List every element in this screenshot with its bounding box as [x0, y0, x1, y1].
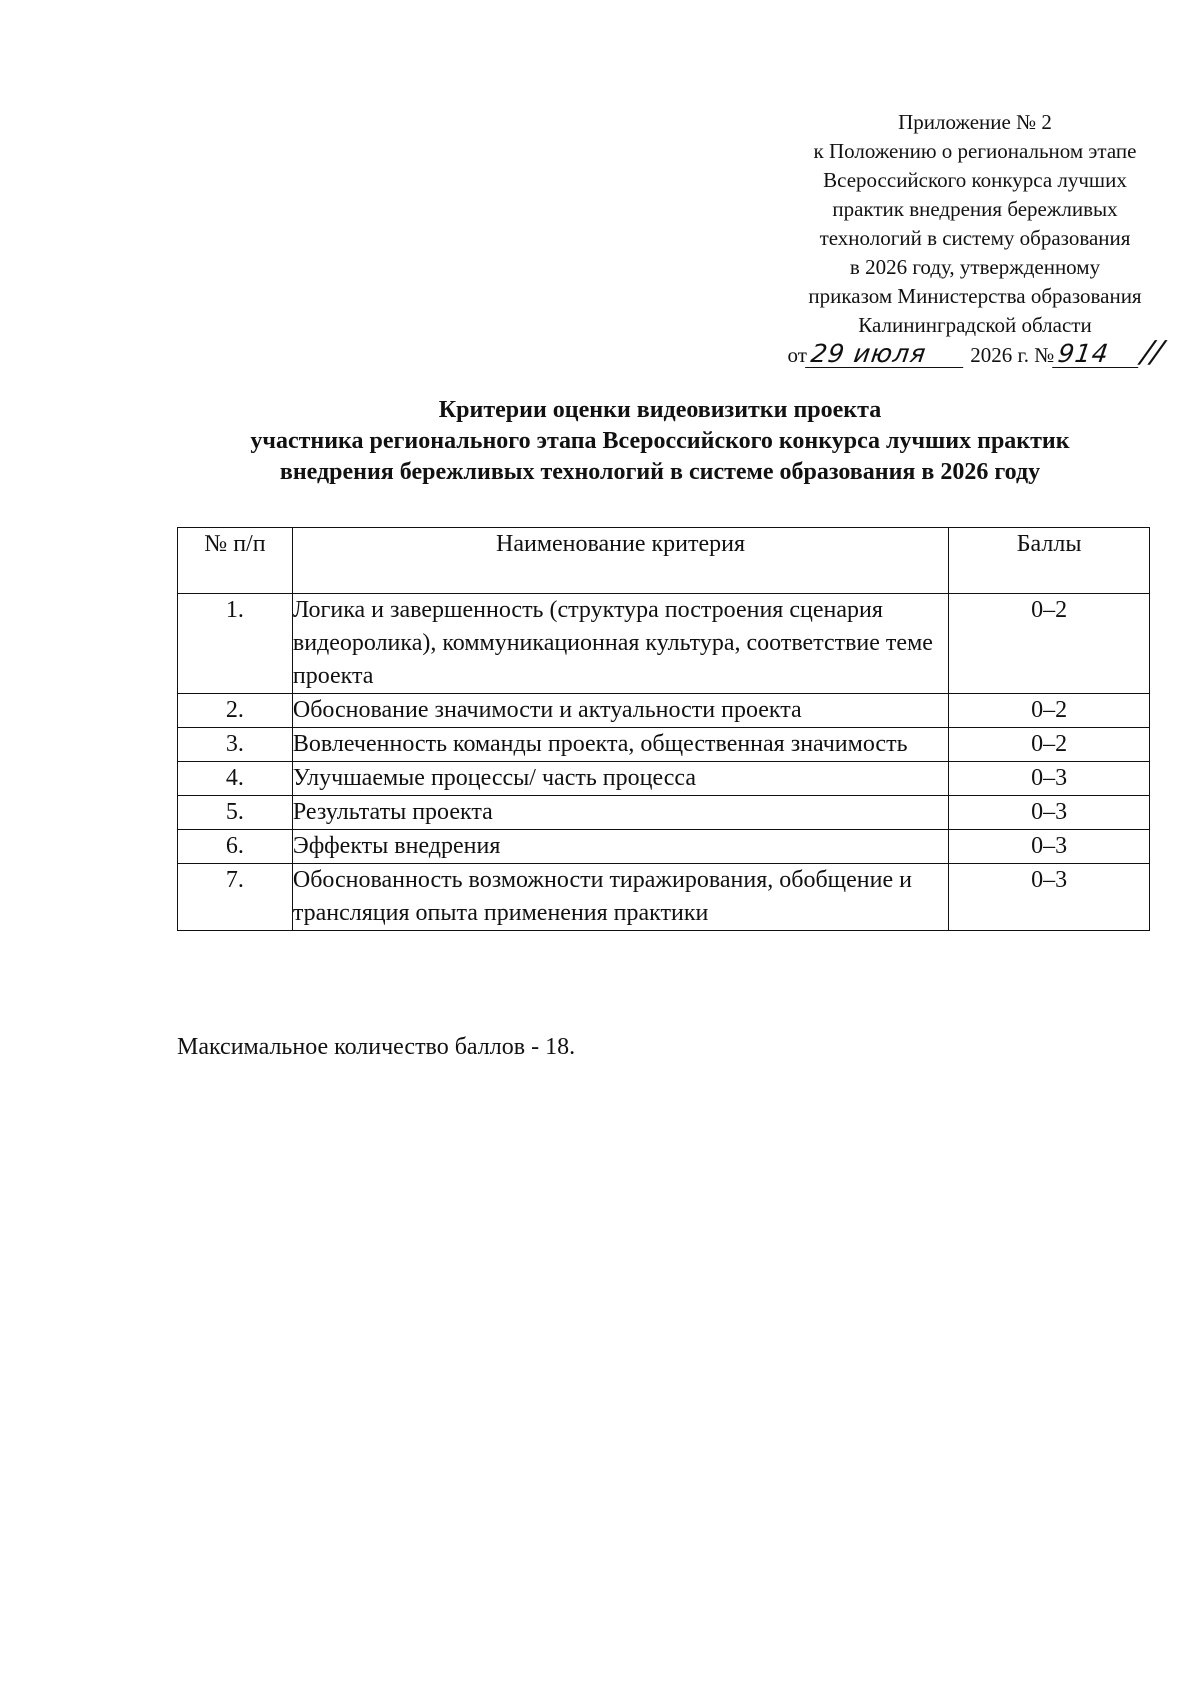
title-line: Критерии оценки видеовизитки проекта	[438, 397, 882, 423]
appendix-block	[740, 108, 1200, 370]
title-line: внедрения бережливых технологий в системе образования в 2026 году	[279, 459, 1041, 485]
appendix-line: в 2026 году, утвержденному	[849, 255, 1101, 279]
document-title	[100, 395, 1200, 488]
row-score: 0–3	[949, 830, 1150, 864]
appendix-line: к Положению о региональном этапе	[813, 139, 1137, 163]
table-row	[178, 694, 1150, 728]
row-number: 7.	[178, 864, 293, 931]
row-criterion: Вовлеченность команды проекта, общественная значимость	[292, 728, 948, 762]
row-score: 0–2	[949, 594, 1150, 694]
row-score: 0–2	[949, 728, 1150, 762]
appendix-line: Приложение № 2	[898, 110, 1052, 134]
appendix-line: технологий в систему образования	[819, 226, 1131, 250]
handwritten-order-number: 914	[1052, 341, 1142, 368]
table-row	[178, 864, 1150, 931]
table-row	[178, 796, 1150, 830]
header-criterion: Наименование критерия	[292, 528, 948, 594]
row-criterion: Результаты проекта	[292, 796, 948, 830]
row-criterion: Эффекты внедрения	[292, 830, 948, 864]
appendix-line: приказом Министерства образования	[808, 284, 1142, 308]
table-row	[178, 728, 1150, 762]
order-date-line	[740, 335, 1200, 370]
appendix-line: Всероссийского конкурса лучших	[823, 168, 1127, 192]
row-criterion: Логика и завершенность (структура построения сценария видеоролика), коммуникационная культура, соответствие теме проекта	[292, 594, 948, 694]
table-row	[178, 830, 1150, 864]
row-number: 4.	[178, 762, 293, 796]
row-score: 0–3	[949, 796, 1150, 830]
row-score: 0–3	[949, 864, 1150, 931]
row-number: 2.	[178, 694, 293, 728]
max-score-note: Максимальное количество баллов - 18.	[177, 1034, 576, 1060]
date-prefix: от	[787, 343, 807, 367]
row-number: 5.	[178, 796, 293, 830]
row-number: 1.	[178, 594, 293, 694]
criteria-table	[177, 527, 1150, 931]
handwritten-date: 29 июля	[805, 341, 967, 368]
table-row	[178, 594, 1150, 694]
date-year: 2026 г. №	[970, 343, 1055, 367]
handwritten-slash-mark: //	[1138, 335, 1167, 370]
header-number: № п/п	[178, 528, 293, 594]
row-score: 0–2	[949, 694, 1150, 728]
row-number: 6.	[178, 830, 293, 864]
appendix-line: практик внедрения бережливых	[832, 197, 1118, 221]
table-header-row	[178, 528, 1150, 594]
row-number: 3.	[178, 728, 293, 762]
title-line: участника регионального этапа Всероссийского конкурса лучших практик	[250, 428, 1070, 454]
row-criterion: Обоснованность возможности тиражирования, обобщение и трансляция опыта применения практики	[292, 864, 948, 931]
row-criterion: Обоснование значимости и актуальности проекта	[292, 694, 948, 728]
header-score: Баллы	[949, 528, 1150, 594]
appendix-line: Калининградской области	[858, 313, 1092, 337]
table-row	[178, 762, 1150, 796]
row-score: 0–3	[949, 762, 1150, 796]
row-criterion: Улучшаемые процессы/ часть процесса	[292, 762, 948, 796]
